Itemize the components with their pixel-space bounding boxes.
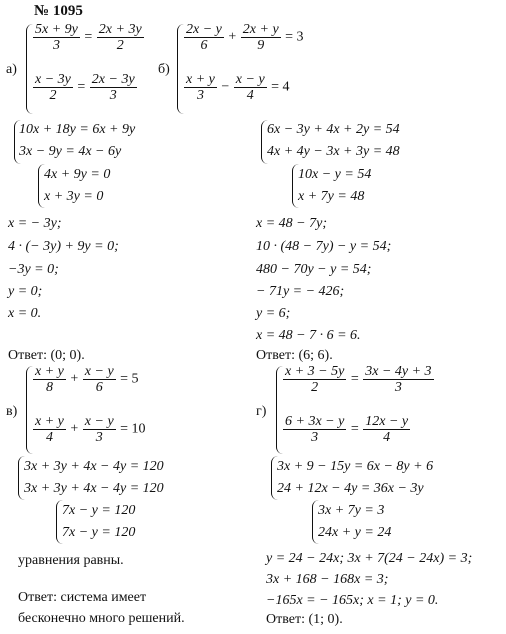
sol-g-s2-line2: 24x + y = 24 [318, 525, 392, 540]
sol-g-s2-line1: 3x + 7y = 3 [318, 503, 385, 518]
eq-b-1: $\frac{2x - y}{6}$ + $\frac{2x + y}{9}$ = 3 [186, 22, 304, 53]
sol-v-s1-line1: 3x + 3y + 4x − 4y = 120 [24, 459, 164, 474]
sol-g-s1-line2: 24 + 12x − 4y = 36x − 3y [277, 481, 424, 496]
eq-b-2: $\frac{x + y}{3}$ − $\frac{x - y}{4}$ = 4 [186, 72, 290, 103]
sol-b-line4: − 71y = − 426; [256, 284, 345, 299]
label-g: г) [256, 404, 267, 419]
sol-v-answer-line1: Ответ: система имеет [18, 590, 147, 605]
eq-v-2: $\frac{x + y}{4}$ + $\frac{x - y}{3}$ = 10 [35, 414, 146, 445]
label-b: б) [158, 62, 170, 77]
label-a: а) [6, 62, 17, 77]
sol-a-s2-line1: 4x + 9y = 0 [44, 167, 111, 182]
sol-v-s1-line2: 3x + 3y + 4x − 4y = 120 [24, 481, 164, 496]
sol-a-line3: −3y = 0; [8, 262, 59, 277]
sol-b-s1-line2: 4x + 4y − 3x + 3y = 48 [267, 144, 400, 159]
eq-g-1: $\frac{x + 3 - 5y}{2}$ = $\frac{3x - 4y + 3}{3}$ [285, 364, 432, 395]
sol-a-line4: y = 0; [8, 284, 43, 299]
sol-b-line3: 480 − 70y − y = 54; [256, 262, 372, 277]
eq-a-1: $\frac{5x + 9y}{3}$ = $\frac{2x + 3y}{2}$ [35, 22, 142, 53]
sol-v-s2-line2: 7x − y = 120 [62, 525, 136, 540]
sol-g-s1-line1: 3x + 9 − 15y = 6x − 8y + 6 [277, 459, 434, 474]
sol-a-s1-line1: 10x + 18y = 6x + 9y [19, 122, 136, 137]
sol-a-line1: x = − 3y; [8, 216, 62, 231]
sol-a-line5: x = 0. [8, 306, 42, 321]
sol-a-s2-line2: x + 3y = 0 [44, 189, 104, 204]
sol-b-line6: x = 48 − 7 · 6 = 6. [256, 328, 361, 343]
sol-b-answer: Ответ: (6; 6). [256, 348, 333, 363]
sol-g-line1: y = 24 − 24x; 3x + 7(24 − 24x) = 3; [266, 551, 473, 566]
sol-g-answer: Ответ: (1; 0). [266, 612, 343, 627]
sol-b-line5: y = 6; [256, 306, 291, 321]
sol-v-note: уравнения равны. [18, 553, 124, 568]
sol-b-line1: x = 48 − 7y; [256, 216, 327, 231]
eq-g-2: $\frac{6 + 3x - y}{3}$ = $\frac{12x - y}{4}$ [285, 414, 409, 445]
sol-b-s2-line1: 10x − y = 54 [298, 167, 372, 182]
label-v: в) [6, 404, 18, 419]
sol-a-s1-line2: 3x − 9y = 4x − 6y [19, 144, 122, 159]
problem-number: № 1095 [34, 3, 83, 19]
sol-a-answer: Ответ: (0; 0). [8, 348, 85, 363]
sol-a-line2: 4 · (− 3y) + 9y = 0; [8, 239, 119, 254]
sol-v-s2-line1: 7x − y = 120 [62, 503, 136, 518]
sol-g-line3: −165x = − 165x; x = 1; y = 0. [266, 593, 439, 608]
eq-v-1: $\frac{x + y}{8}$ + $\frac{x - y}{6}$ = 5 [35, 364, 139, 395]
sol-b-s1-line1: 6x − 3y + 4x + 2y = 54 [267, 122, 400, 137]
eq-a-2: $\frac{x - 3y}{2}$ = $\frac{2x - 3y}{3}$ [35, 72, 135, 103]
sol-v-answer-line2: бесконечно много решений. [18, 611, 185, 626]
sol-g-line2: 3x + 168 − 168x = 3; [266, 572, 389, 587]
sol-b-s2-line2: x + 7y = 48 [298, 189, 365, 204]
sol-b-line2: 10 · (48 − 7y) − y = 54; [256, 239, 392, 254]
